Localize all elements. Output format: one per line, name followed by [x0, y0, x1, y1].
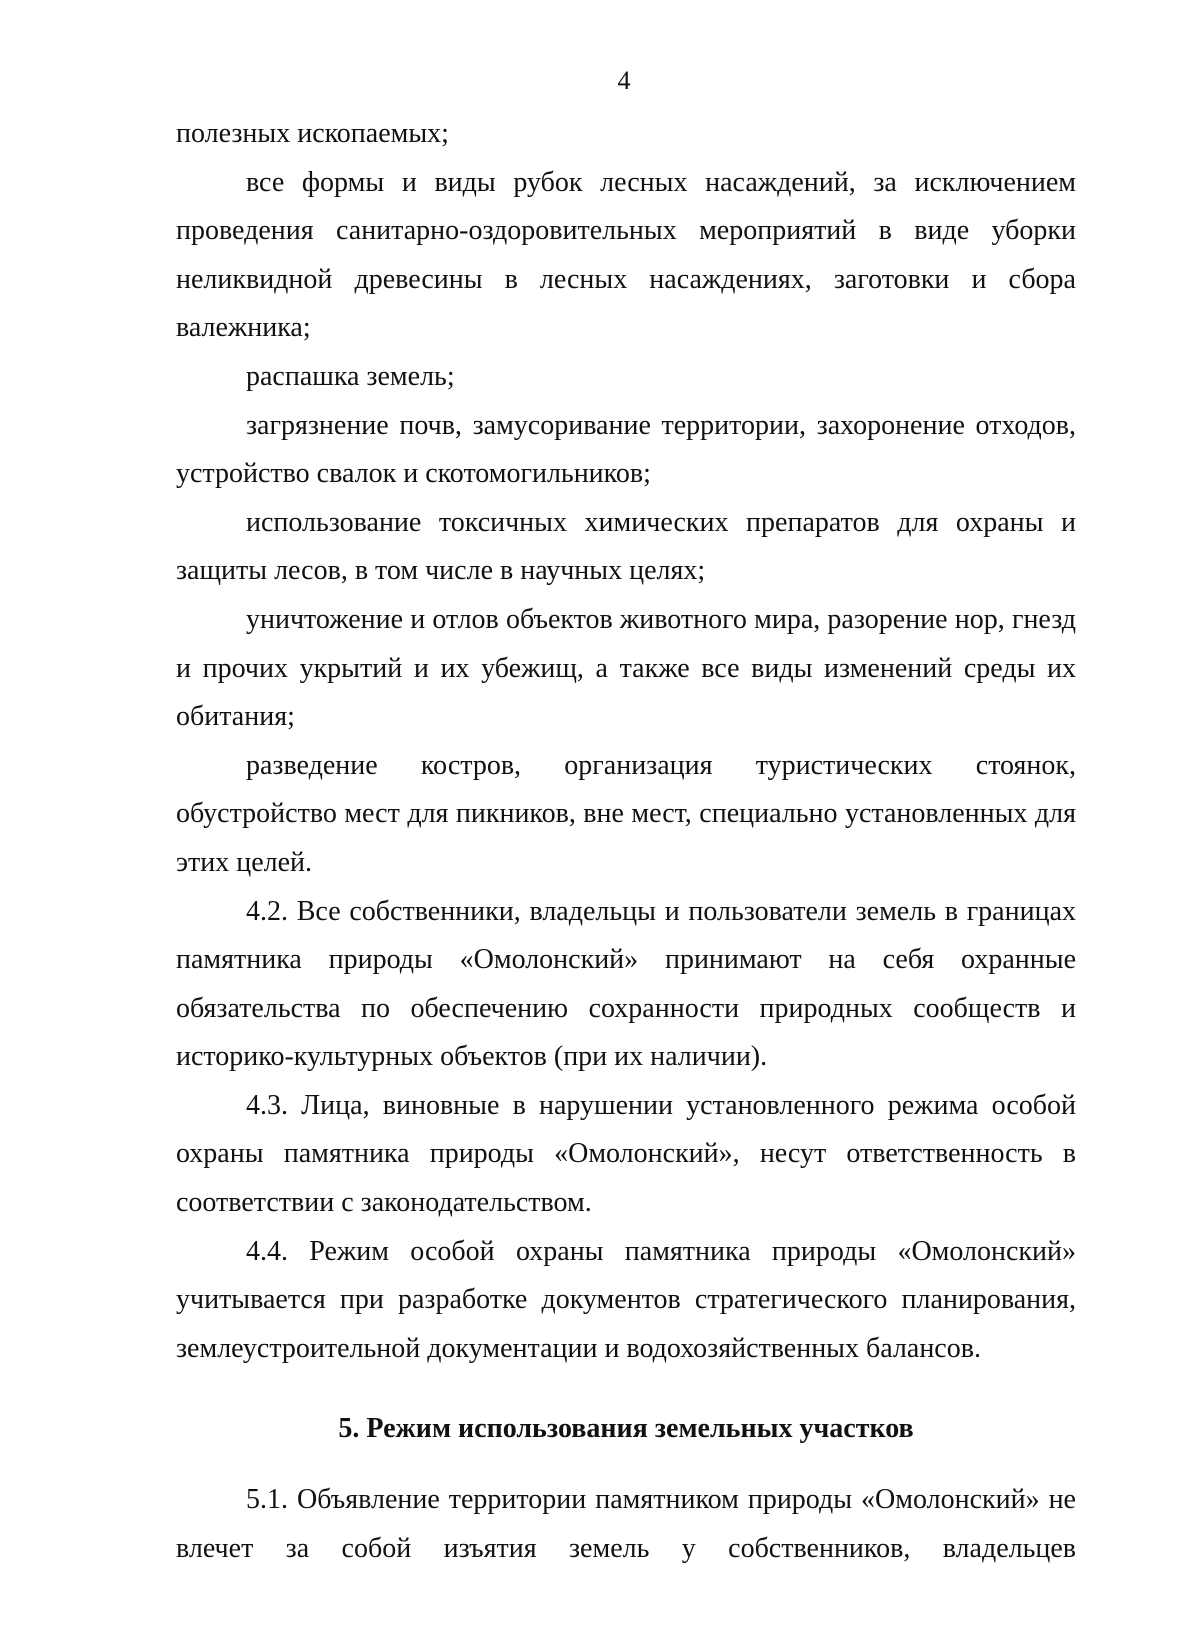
paragraph-4-4: 4.4. Режим особой охраны памятника природы «Омолонский» учитывается при разработке документов стратегического планирования, землеустроительной документации и водохозяйственных балансов.: [176, 1235, 1076, 1364]
section-heading: 5. Режим использования земельных участков: [338, 1413, 914, 1445]
page-number: 4: [617, 66, 631, 95]
paragraph-logging: все формы и виды рубок лесных насаждений, за исключением проведения санитарно-оздоровительных мероприятий в виде уборки неликвидной древесины в лесных насаждениях, заготовки и сбора валежника;: [176, 166, 1076, 344]
paragraph-pollution: загрязнение почв, замусоривание территории, захоронение отходов, устройство свалок и скотомогильников;: [176, 409, 1076, 490]
paragraph-minerals: полезных ископаемых;: [176, 118, 449, 149]
paragraph-wildlife: уничтожение и отлов объектов животного мира, разорение нор, гнезд и прочих укрытий и их убежищ, а также все виды изменений среды их обитания;: [176, 603, 1076, 733]
paragraph-4-3: 4.3. Лица, виновные в нарушении установленного режима особой охраны памятника природы «Омолонский», несут ответственность в соответствии с законодательством.: [176, 1089, 1076, 1219]
paragraph-4-2: 4.2. Все собственники, владельцы и пользователи земель в границах памятника природы «Омолонский» принимают на себя охранные обязательства по обеспечению сохранности природных сообществ и историко-культурных объектов (при их наличии).: [176, 895, 1076, 1073]
paragraph-chemicals: использование токсичных химических препаратов для охраны и защиты лесов, в том числе в научных целях;: [176, 506, 1076, 587]
document-body: [176, 110, 1076, 1573]
paragraph-ploughing: распашка земель;: [246, 360, 455, 392]
paragraph-5-1: 5.1. Объявление территории памятником природы «Омолонский» не влечет за собой изъятия земель у собственников, владельцев: [176, 1484, 1076, 1564]
paragraph-campfires: разведение костров, организация туристических стоянок, обустройство мест для пикников, вне мест, специально установленных для этих целей.: [176, 749, 1076, 878]
